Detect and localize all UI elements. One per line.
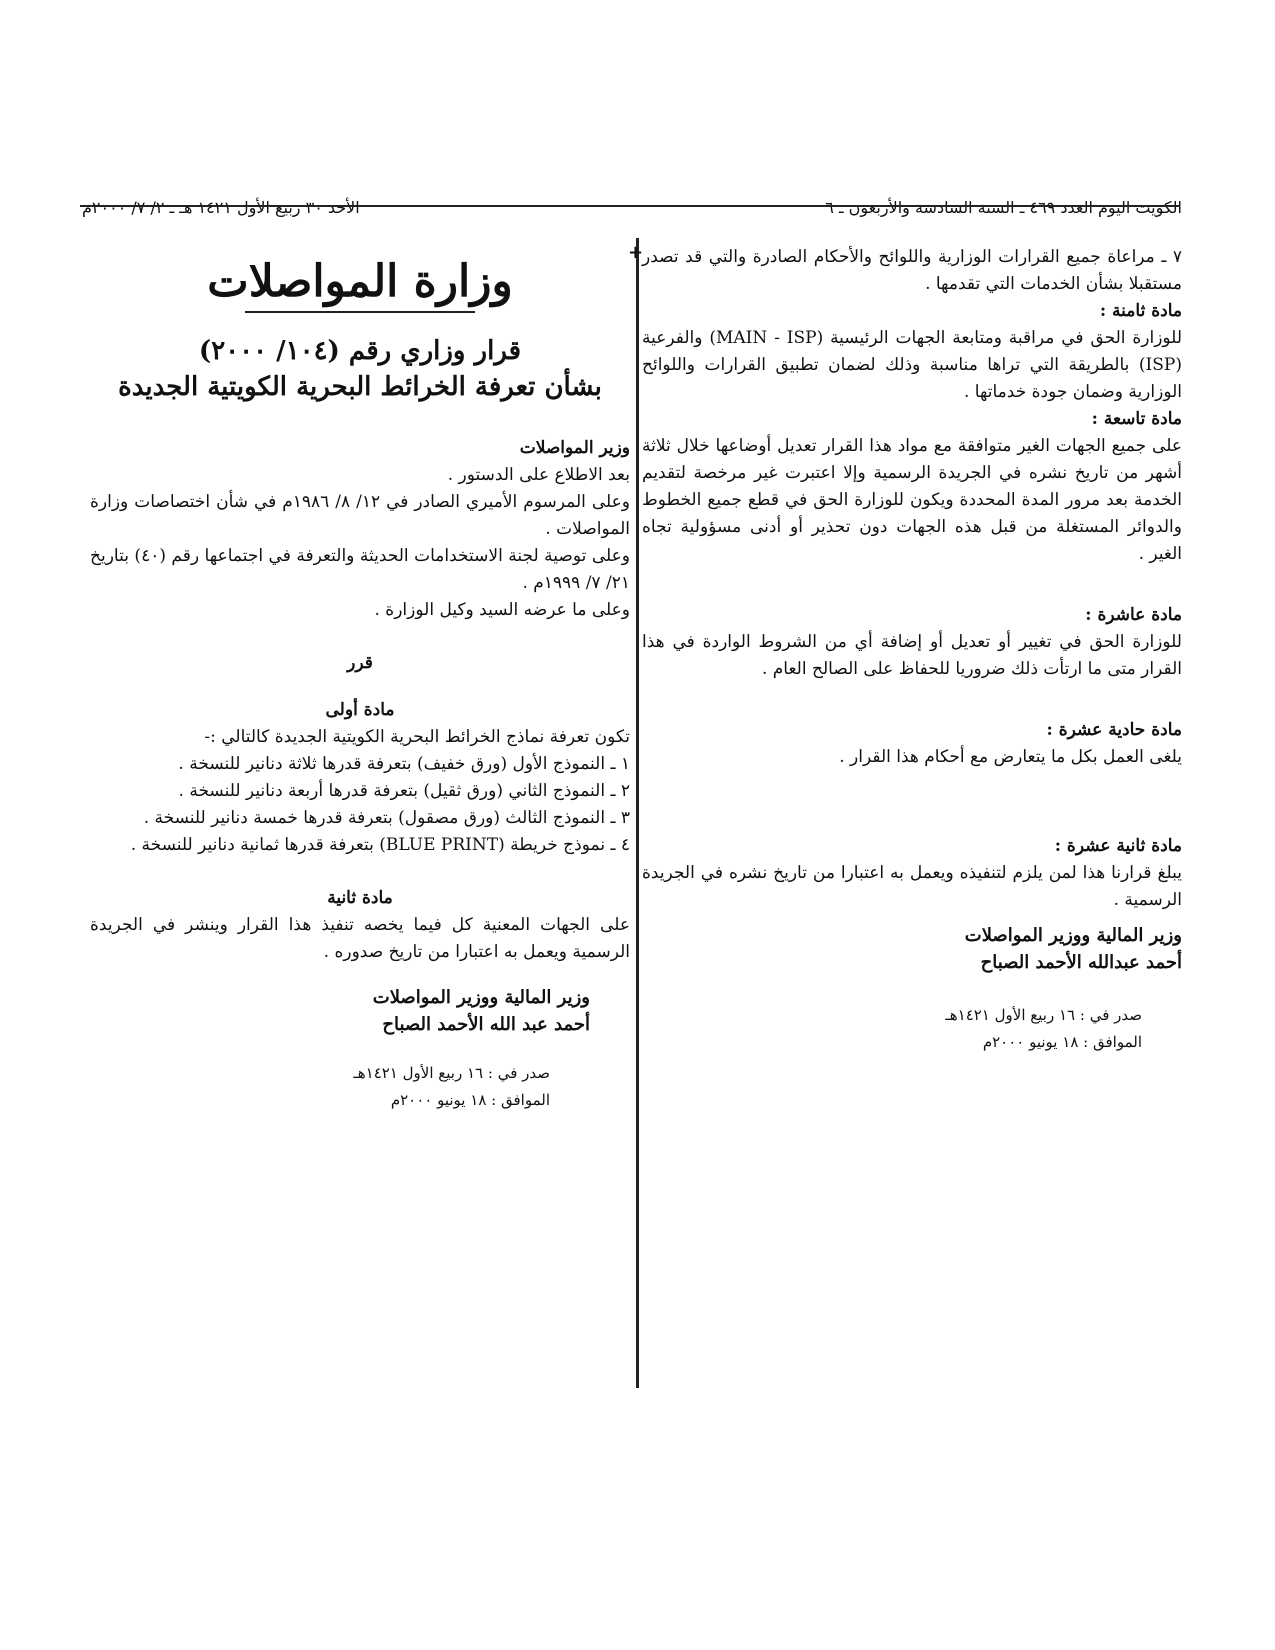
preamble [90,462,630,624]
decided-heading: قرر [347,653,373,673]
list-item: ٤ ـ نموذج خريطة (BLUE PRINT) بتعرفة قدرها ثمانية دنانير للنسخة . [130,835,630,855]
item-7: ٧ ـ مراعاة جميع القرارات الوزارية واللوائح والأحكام الصادرة والتي قد تصدر مستقبلا بشأن الخدمات التي تقدمها . [642,247,1182,294]
divider-plus-mark: + [628,242,644,263]
article-2-title: مادة ثانية [327,888,393,908]
right-corresponding-date: الموافق : ١٨ يونيو ٢٠٠٠م [982,1033,1142,1051]
article-1-items [90,751,630,859]
article-11-text: يلغى العمل بكل ما يتعارض مع أحكام هذا القرار . [839,747,1182,767]
article-10-title: مادة عاشرة : [1085,605,1182,625]
preamble-line: وعلى ما عرضه السيد وكيل الوزارة . [374,600,630,620]
right-issued-date: صدر في : ١٦ ربيع الأول ١٤٢١هـ [945,1006,1142,1024]
left-issued-date: صدر في : ١٦ ربيع الأول ١٤٢١هـ [353,1064,550,1082]
left-issue-block [90,1060,630,1114]
article-9-text: على جميع الجهات الغير متوافقة مع مواد هذا القرار تعديل أوضاعها خلال ثلاثة أشهر من تاريخ نشره في الجريدة الرسمية وإلا اعتبرت غير مرخصة لتقديم الخدمة بعد مرور المدة المحددة ويكون للوزارة الحق في قطع جميع الخطوط والدوائر المستغلة من قبل هذه الجهات دون تحذير أو أدنى مسؤولية تجاه الغير . [642,436,1182,564]
header-rule [80,205,1180,207]
left-signature-block [90,984,630,1038]
minister-label: وزير المواصلات [519,438,630,458]
header-date: الأحد ٣٠ ربيع الأول ١٤٢١ هـ ـ ٢/ ٧/ ٢٠٠٠م [82,198,360,217]
preamble-line: وعلى توصية لجنة الاستخدامات الحديثة والتعرفة في اجتماعها رقم (٤٠) بتاريخ ٢١/ ٧/ ١٩٩٩م . [90,546,630,593]
article-2-text: على الجهات المعنية كل فيما يخصه تنفيذ هذا القرار وينشر في الجريدة الرسمية ويعمل به اعتبارا من تاريخ صدوره . [90,915,630,962]
right-column [642,240,1182,1056]
article-1-intro: تكون تعرفة نماذج الخرائط البحرية الكويتية الجديدة كالتالي :- [204,727,630,747]
article-1-title: مادة أولى [325,700,395,720]
article-10-text: للوزارة الحق في تغيير أو تعديل أو إضافة أي من الشروط الواردة في هذا القرار متى ما ارتأت ذلك ضروريا للحفاظ على الصالح العام . [642,632,1182,679]
article-11-title: مادة حادية عشرة : [1046,720,1182,740]
header-issue-info: الكويت اليوم العدد ٤٦٩ ـ السنة السادسة والأربعون ـ ٦ [825,198,1182,217]
left-signature-title: وزير المالية ووزير المواصلات [372,987,590,1008]
article-12-text: يبلغ قرارنا هذا لمن يلزم لتنفيذه ويعمل به اعتبارا من تاريخ نشره في الجريدة الرسمية . [642,863,1182,910]
list-item: ٣ ـ النموذج الثالث (ورق مصقول) بتعرفة قدرها خمسة دنانير للنسخة . [143,808,630,828]
logo-underline [245,311,475,313]
list-item: ٢ ـ النموذج الثاني (ورق ثقيل) بتعرفة قدرها أربعة دنانير للنسخة . [178,781,630,801]
left-signature-name: أحمد عبد الله الأحمد الصباح [382,1014,590,1035]
right-issue-block [642,1002,1182,1056]
left-corresponding-date: الموافق : ١٨ يونيو ٢٠٠٠م [390,1091,550,1109]
right-signature-name: أحمد عبدالله الأحمد الصباح [980,952,1182,973]
right-signature-title: وزير المالية ووزير المواصلات [964,925,1182,946]
article-8-text: للوزارة الحق في مراقبة ومتابعة الجهات الرئيسية (MAIN - ISP) والفرعية (ISP) بالطريقة التي تراها مناسبة وذلك لضمان تطبيق القرارات واللوائح الوزارية وضمان جودة خدماتها . [642,328,1182,402]
preamble-line: بعد الاطلاع على الدستور . [447,465,630,485]
preamble-line: وعلى المرسوم الأميري الصادر في ١٢/ ٨/ ١٩٨٦م في شأن اختصاصات وزارة المواصلات . [90,492,630,539]
decree-subtitle: بشأن تعرفة الخرائط البحرية الكويتية الجديدة [118,372,602,402]
list-item: ١ ـ النموذج الأول (ورق خفيف) بتعرفة قدرها ثلاثة دنانير للنسخة . [178,754,630,774]
column-divider [636,238,639,1388]
article-9-title: مادة تاسعة : [1091,409,1182,429]
article-12-title: مادة ثانية عشرة : [1054,836,1182,856]
decree-title: قرار وزاري رقم (١٠٤/ ٢٠٠٠) [198,336,522,366]
article-8-title: مادة ثامنة : [1099,301,1182,321]
left-column [90,255,630,1114]
ministry-logo: وزارة المواصلات [207,256,513,307]
